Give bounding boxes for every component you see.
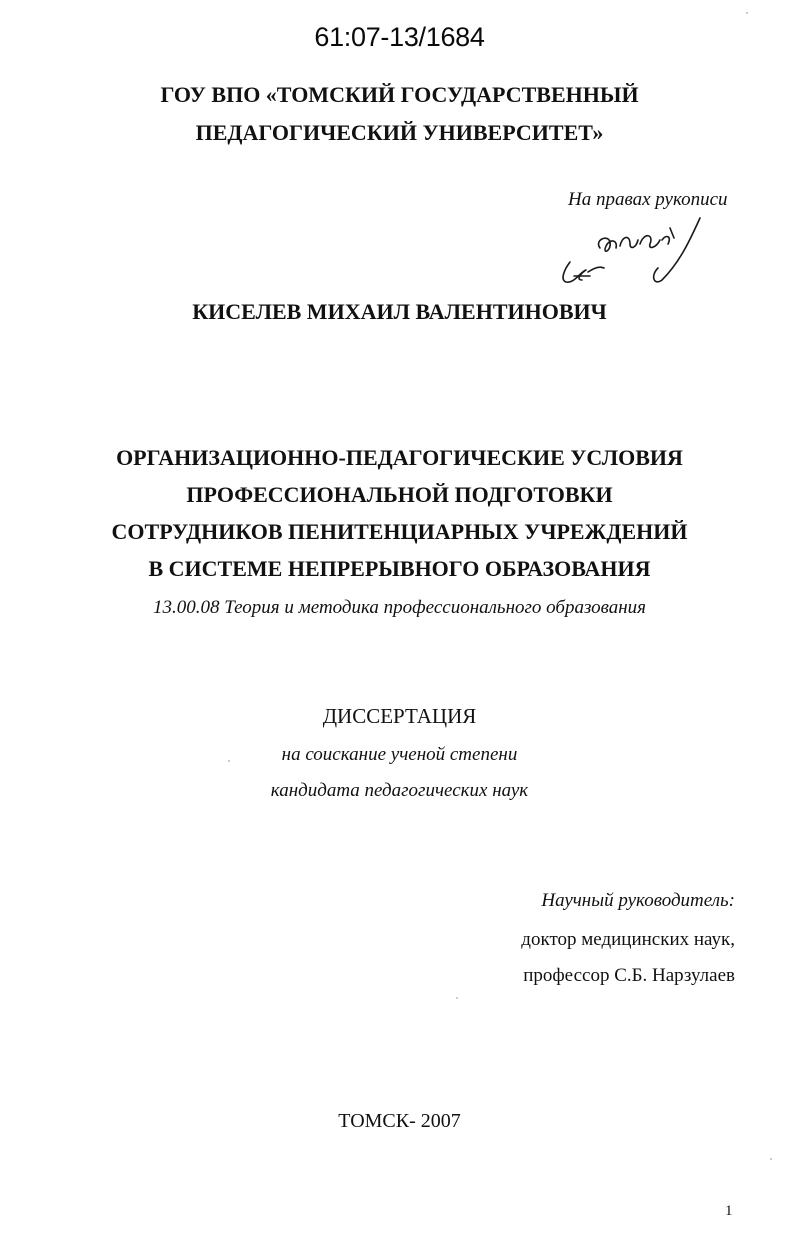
organization-line-1: ГОУ ВПО «ТОМСКИЙ ГОСУДАРСТВЕННЫЙ	[160, 82, 639, 107]
supervisor-rank: доктор медицинских наук,	[521, 929, 735, 950]
supervisor-name: профессор С.Б. Нарзулаев	[523, 965, 735, 986]
city-year: ТОМСК- 2007	[338, 1110, 461, 1132]
organization-line-2: ПЕДАГОГИЧЕСКИЙ УНИВЕРСИТЕТ»	[195, 120, 604, 145]
title-line-3: СОТРУДНИКОВ ПЕНИТЕНЦИАРНЫХ УЧРЕЖДЕНИЙ	[111, 519, 688, 544]
title-line-1: ОРГАНИЗАЦИОННО-ПЕДАГОГИЧЕСКИЕ УСЛОВИЯ	[116, 445, 683, 470]
page-number: 1	[725, 1203, 733, 1219]
scan-speck	[770, 1158, 772, 1160]
degree-line-1: на соискание ученой степени	[281, 744, 518, 765]
scan-speck	[456, 997, 458, 999]
rights-note: На правах рукописи	[568, 189, 728, 210]
scan-speck	[746, 12, 748, 14]
document-type: ДИССЕРТАЦИЯ	[322, 704, 477, 728]
handwritten-signature	[550, 210, 720, 292]
supervisor-label: Научный руководитель:	[541, 890, 735, 911]
title-line-4: В СИСТЕМЕ НЕПРЕРЫВНОГО ОБРАЗОВАНИЯ	[148, 556, 651, 581]
specialty-code: 13.00.08 Теория и методика профессионального образования	[152, 597, 647, 618]
scan-speck	[228, 760, 230, 762]
author-name: КИСЕЛЕВ МИХАИЛ ВАЛЕНТИНОВИЧ	[192, 299, 607, 324]
degree-line-2: кандидата педагогических наук	[270, 780, 529, 801]
title-line-2: ПРОФЕССИОНАЛЬНОЙ ПОДГОТОВКИ	[186, 482, 613, 507]
catalog-number: 61:07-13/1684	[314, 22, 485, 52]
